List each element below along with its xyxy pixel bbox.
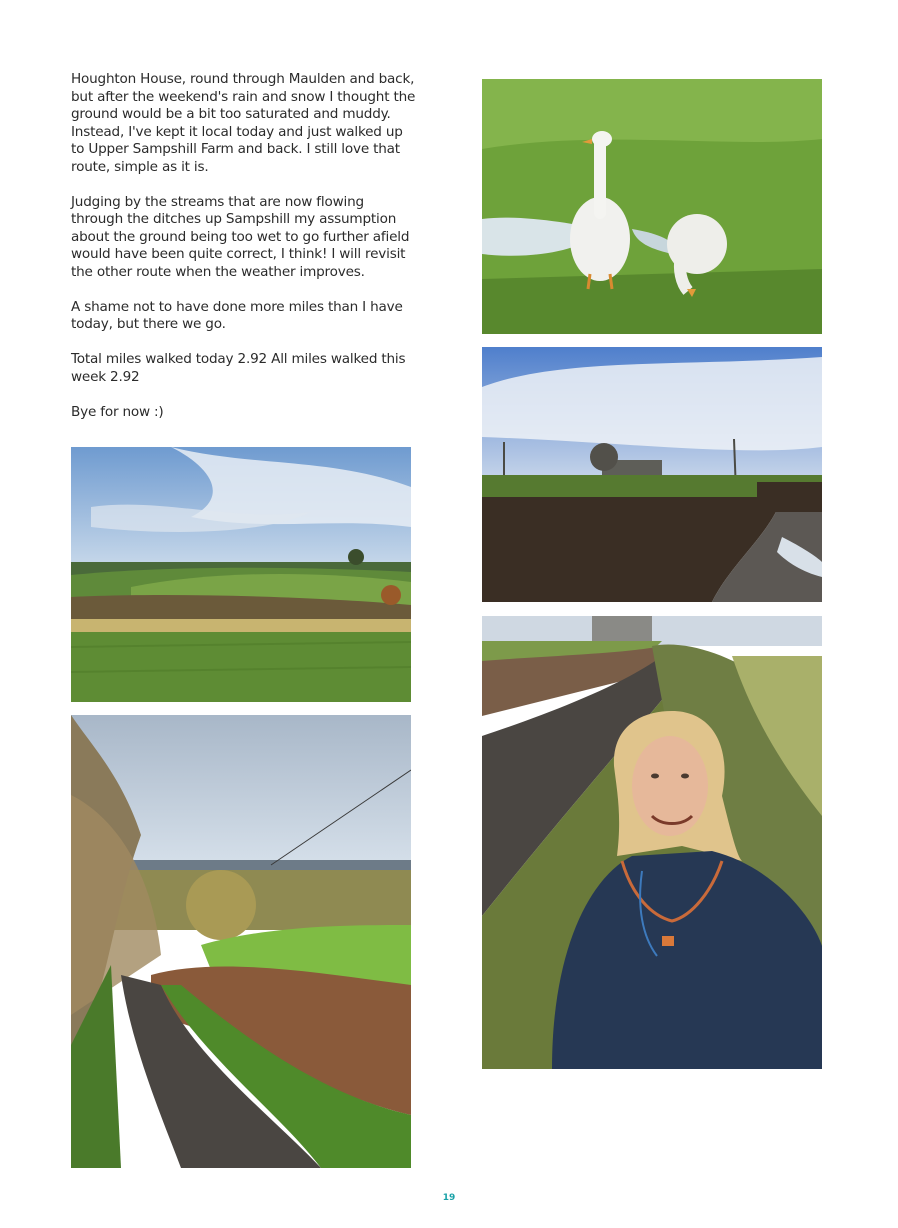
page-number: 19	[442, 1193, 456, 1203]
photo-winding-lane	[71, 715, 411, 1168]
paragraph-goodbye: Bye for now :)	[71, 403, 164, 420]
paragraph-intro: Houghton House, round through Maulden and back, but after the weekend's rain and snow I thought the ground would be a bit too saturated and muddy. Instead, I've kept it local today and just walked up to Upper Sampshill Farm and back. I still love that route, simple as it is.	[71, 71, 416, 175]
paragraph-shame: A shame not to have done more miles than I have today, but there we go.	[71, 298, 403, 332]
paragraph-streams: Judging by the streams that are now flowing through the ditches up Sampshill my assumption about the ground being too wet to go further afield would have been quite correct, I think! I will revisit the other route when the weather improves.	[71, 193, 410, 280]
article-text	[71, 71, 416, 439]
photo-fields-landscape	[71, 447, 411, 702]
photo-selfie	[482, 616, 822, 1069]
paragraph-total-miles: Total miles walked today 2.92 All miles walked this week 2.92	[71, 351, 406, 385]
photo-geese	[482, 79, 822, 334]
photo-hedge-lane	[482, 347, 822, 602]
